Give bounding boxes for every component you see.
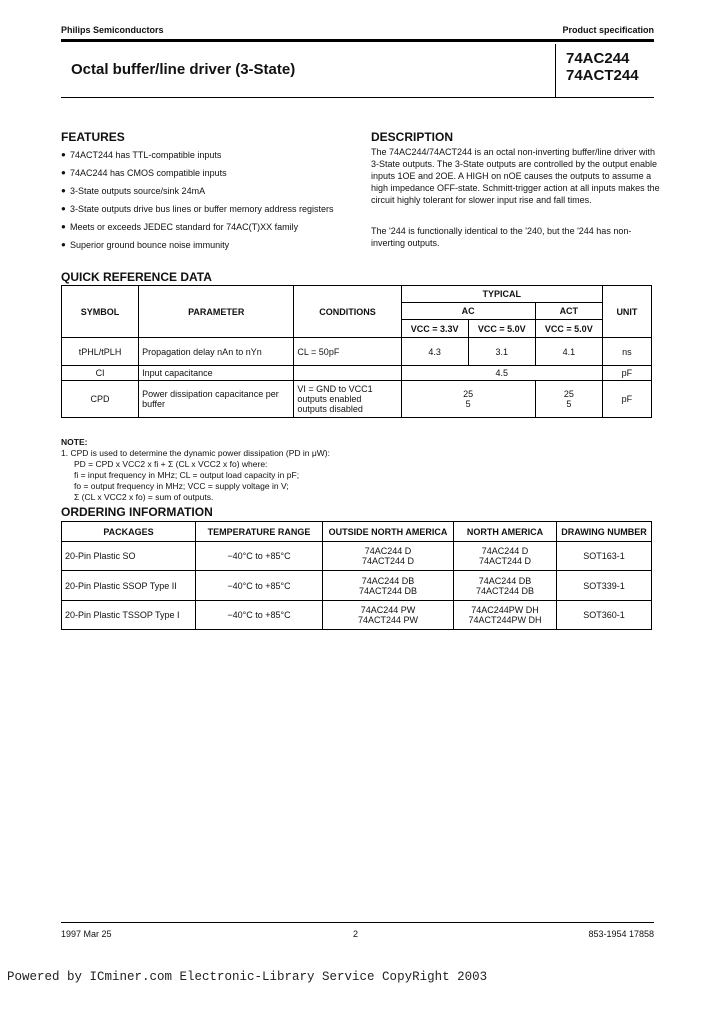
- ordering-table: [61, 521, 652, 630]
- table-row: [62, 338, 652, 366]
- bullet-icon: ●: [61, 204, 66, 213]
- bullet-icon: ●: [61, 186, 66, 195]
- table-cell: −40°C to +85°C: [196, 571, 323, 601]
- table-cell: CI: [62, 366, 139, 381]
- powered-by-banner: Powered by ICminer.com Electronic-Library Service CopyRight 2003: [7, 970, 488, 984]
- parameter-header: PARAMETER: [139, 286, 294, 338]
- vcc-header: VCC = 5.0V: [468, 320, 535, 338]
- table-cell: 4.3: [401, 338, 468, 366]
- company-name: Philips Semiconductors: [61, 25, 164, 35]
- note-line: fo = output frequency in MHz; VCC = supply voltage in V;: [74, 481, 289, 491]
- table-cell: Power dissipation capacitance per buffer: [139, 381, 294, 418]
- table-cell: SOT163-1: [557, 542, 652, 571]
- features-list: [61, 149, 361, 257]
- part-number-1: 74AC244: [566, 50, 630, 67]
- page-title: Octal buffer/line driver (3-State): [71, 61, 296, 78]
- list-item: ● Superior ground bounce noise immunity: [61, 240, 230, 250]
- table-cell: Input capacitance: [139, 366, 294, 381]
- footer-date: 1997 Mar 25: [61, 929, 112, 939]
- footer-doc-code: 853-1954 17858: [588, 929, 654, 939]
- notes: [61, 437, 330, 503]
- table-cell: CPD: [62, 381, 139, 418]
- act-header: ACT: [535, 303, 602, 320]
- note-label: NOTE:: [61, 437, 88, 447]
- list-item: ● 3-State outputs source/sink 24mA: [61, 186, 206, 196]
- table-row: [62, 542, 652, 571]
- title-rule: [61, 97, 654, 98]
- table-cell: ns: [602, 338, 651, 366]
- table-cell: tPHL/tPLH: [62, 338, 139, 366]
- table-row: [62, 571, 652, 601]
- bullet-icon: ●: [61, 150, 66, 159]
- bullet-icon: ●: [61, 222, 66, 231]
- description-paragraph-2: The '244 is functionally identical to the '240, but the '244 has non-inverting outputs.: [371, 226, 632, 248]
- table-cell: SOT360-1: [557, 601, 652, 630]
- footer-rule: [61, 922, 654, 923]
- table-cell: CL = 50pF: [294, 338, 401, 366]
- table-cell: 74AC244 D 74ACT244 D: [454, 542, 557, 571]
- table-cell: 74AC244 DB 74ACT244 DB: [323, 571, 454, 601]
- title-divider: [555, 44, 556, 98]
- bullet-icon: ●: [61, 168, 66, 177]
- table-cell: 25 5: [401, 381, 535, 418]
- unit-header: UNIT: [602, 286, 651, 338]
- bullet-icon: ●: [61, 240, 66, 249]
- description-paragraph-1: The 74AC244/74ACT244 is an octal non-inverting buffer/line driver with 3-State outputs. The 3-State outputs are controlled by the output enable inputs 1OE and 2OE. A HIGH on nOE causes the outputs to assume a high impedance OFF-state. Schmitt-trigger action at all inputs makes the circuit highly tolerant for slower input rise and fall times.: [371, 147, 660, 205]
- packages-header: PACKAGES: [62, 522, 196, 542]
- table-cell: −40°C to +85°C: [196, 542, 323, 571]
- document-type: Product specification: [562, 25, 654, 35]
- list-item: ● 74AC244 has CMOS compatible inputs: [61, 168, 227, 178]
- header-rule: [61, 39, 654, 42]
- list-item: ● 3-State outputs drive bus lines or buffer memory address registers: [61, 204, 334, 214]
- note-line: PD = CPD x VCC2 x fi + Σ (CL x VCC2 x fo) where:: [74, 459, 268, 469]
- table-cell: SOT339-1: [557, 571, 652, 601]
- list-item: ● Meets or exceeds JEDEC standard for 74AC(T)XX family: [61, 222, 299, 232]
- table-cell: 4.5: [401, 366, 602, 381]
- table-cell: 74AC244 PW 74ACT244 PW: [323, 601, 454, 630]
- table-cell: 74AC244 DB 74ACT244 DB: [454, 571, 557, 601]
- table-cell: 20-Pin Plastic SO: [62, 542, 196, 571]
- part-number-2: 74ACT244: [566, 67, 639, 84]
- part-numbers: [566, 50, 639, 84]
- ordering-heading: ORDERING INFORMATION: [61, 505, 213, 519]
- table-row: [62, 601, 652, 630]
- note-line: 1. CPD is used to determine the dynamic power dissipation (PD in μW):: [61, 448, 330, 458]
- table-cell: VI = GND to VCC1 outputs enabled outputs disabled: [294, 381, 401, 418]
- symbol-header: SYMBOL: [62, 286, 139, 338]
- table-cell: 74AC244PW DH 74ACT244PW DH: [454, 601, 557, 630]
- table-cell: 4.1: [535, 338, 602, 366]
- footer-page-number: 2: [353, 929, 359, 939]
- list-item: ● 74ACT244 has TTL-compatible inputs: [61, 150, 222, 160]
- table-cell: 20-Pin Plastic SSOP Type II: [62, 571, 196, 601]
- note-line: fi = input frequency in MHz; CL = output load capacity in pF;: [74, 470, 300, 480]
- table-cell: Propagation delay nAn to nYn: [139, 338, 294, 366]
- features-heading: FEATURES: [61, 130, 125, 144]
- quick-reference-table: [61, 285, 652, 418]
- drawing-number-header: DRAWING NUMBER: [557, 522, 652, 542]
- table-row: [62, 381, 652, 418]
- north-america-header: NORTH AMERICA: [454, 522, 557, 542]
- vcc-header: VCC = 5.0V: [535, 320, 602, 338]
- table-cell: −40°C to +85°C: [196, 601, 323, 630]
- note-line: Σ (CL x VCC2 x fo) = sum of outputs.: [74, 492, 214, 502]
- conditions-header: CONDITIONS: [294, 286, 401, 338]
- table-cell: 74AC244 D 74ACT244 D: [323, 542, 454, 571]
- description-heading: DESCRIPTION: [371, 130, 454, 144]
- quick-reference-heading: QUICK REFERENCE DATA: [61, 270, 212, 284]
- table-cell: pF: [602, 381, 651, 418]
- temperature-header: TEMPERATURE RANGE: [196, 522, 323, 542]
- table-cell: 3.1: [468, 338, 535, 366]
- ac-header: AC: [401, 303, 535, 320]
- table-row: [62, 366, 652, 381]
- table-cell: [294, 366, 401, 381]
- typical-header: TYPICAL: [401, 286, 602, 303]
- outside-na-header: OUTSIDE NORTH AMERICA: [323, 522, 454, 542]
- table-cell: 25 5: [535, 381, 602, 418]
- table-cell: 20-Pin Plastic TSSOP Type I: [62, 601, 196, 630]
- vcc-header: VCC = 3.3V: [401, 320, 468, 338]
- table-cell: pF: [602, 366, 651, 381]
